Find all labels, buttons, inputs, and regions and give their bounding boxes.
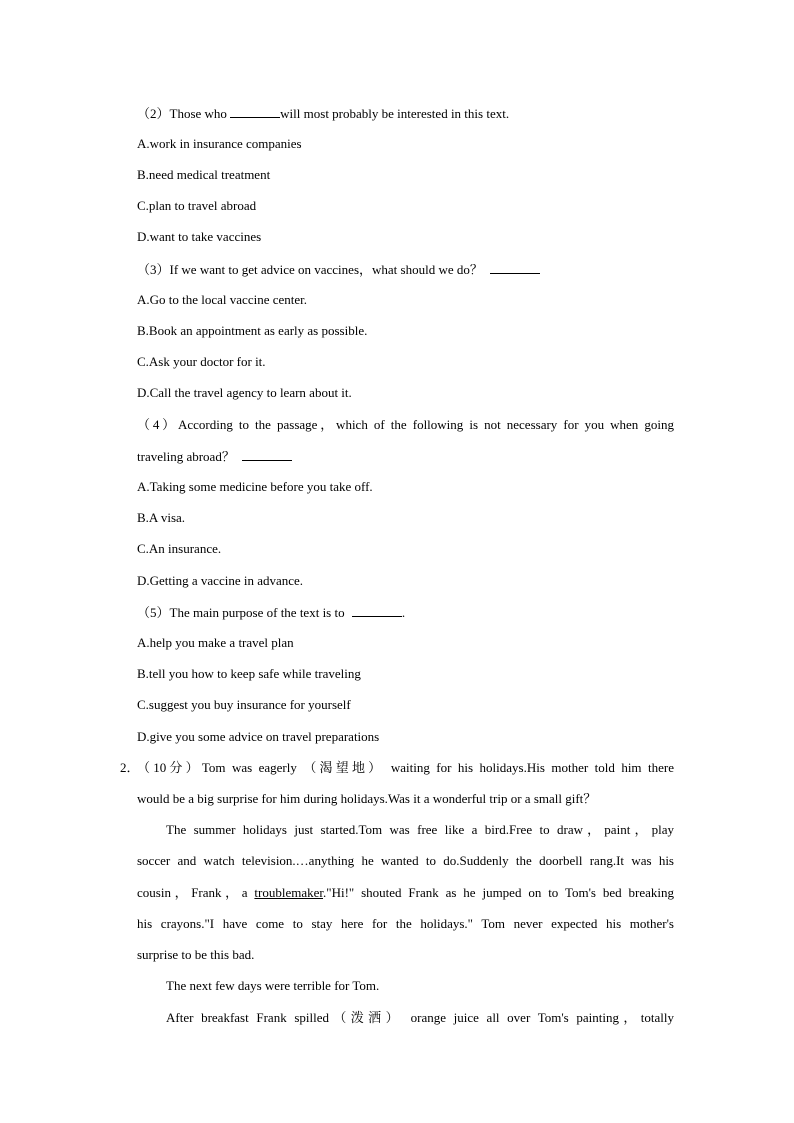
- passage2-para2: The next few days were terrible for Tom.: [166, 978, 380, 993]
- q3-stem-text: （3）If we want to get advice on vaccines，what should we do？: [137, 262, 483, 277]
- passage2-para1-line4: his crayons."I have come to stay here for the holidays." Tom never expected his mother's: [137, 916, 674, 931]
- para1-line3-after: ."Hi!" shouted Frank as he jumped on to Tom's bed breaking: [323, 885, 674, 900]
- q5-option-b: B.tell you how to keep safe while traveling: [137, 666, 361, 681]
- passage2-para1-line5: surprise to be this bad.: [137, 947, 255, 962]
- troublemaker-word: troublemaker: [254, 885, 324, 900]
- passage2-intro-line2: would be a big surprise for him during holidays.Was it a wonderful trip or a small gift？: [137, 791, 597, 806]
- q2-option-a: A.work in insurance companies: [137, 136, 302, 151]
- q4-option-a: A.Taking some medicine before you take off.: [137, 479, 373, 494]
- passage2-para1-line1: The summer holidays just started.Tom was free like a bird.Free to draw，paint，play: [166, 822, 674, 837]
- q3-stem: [137, 261, 674, 278]
- q2-answer-blank: [230, 105, 280, 118]
- para1-line3-before: cousin，Frank，a: [137, 885, 255, 900]
- q5-option-d: D.give you some advice on travel preparations: [137, 729, 380, 744]
- q5-answer-blank: [352, 604, 402, 617]
- passage2-para1-line2: soccer and watch television.…anything he wanted to do.Suddenly the doorbell rang.It was his: [137, 853, 674, 868]
- q2-option-c: C.plan to travel abroad: [137, 198, 257, 213]
- q3-option-c: C.Ask your doctor for it.: [137, 354, 266, 369]
- q2-stem-before: （2）Those who: [137, 106, 231, 121]
- q5-stem-before: （5）The main purpose of the text is to: [137, 605, 348, 620]
- q3-answer-blank: [490, 261, 540, 274]
- q5-option-a: A.help you make a travel plan: [137, 635, 294, 650]
- passage2-intro-line1: （10分）Tom was eagerly （渴望地） waiting for his holidays.His mother told him there: [137, 760, 674, 775]
- q2-stem-after: will most probably be interested in this text.: [280, 106, 510, 121]
- q3-option-d: D.Call the travel agency to learn about it.: [137, 385, 352, 400]
- q5-stem: [137, 604, 674, 621]
- q2-option-d: D.want to take vaccines: [137, 229, 262, 244]
- q5-option-c: C.suggest you buy insurance for yourself: [137, 697, 351, 712]
- q3-option-a: A.Go to the local vaccine center.: [137, 292, 308, 307]
- q2-stem: [137, 105, 674, 122]
- q2-option-b: B.need medical treatment: [137, 167, 271, 182]
- q4-answer-blank: [242, 448, 292, 461]
- q4-stem-line2-text: traveling abroad？: [137, 449, 235, 464]
- passage2-para1-line3: [137, 885, 674, 901]
- passage2-para3-line1: After breakfast Frank spilled（泼洒） orange juice all over Tom's painting，totally: [166, 1010, 674, 1025]
- passage2-number: 2．: [120, 760, 140, 775]
- q4-stem-line1: （4）According to the passage，which of the following is not necessary for you when going: [137, 417, 674, 432]
- q4-option-b: B.A visa.: [137, 510, 186, 525]
- q3-option-b: B.Book an appointment as early as possible.: [137, 323, 368, 338]
- q4-option-d: D.Getting a vaccine in advance.: [137, 573, 304, 588]
- q4-option-c: C.An insurance.: [137, 541, 222, 556]
- q5-stem-after: .: [401, 605, 406, 620]
- q4-stem-line2: [137, 448, 674, 465]
